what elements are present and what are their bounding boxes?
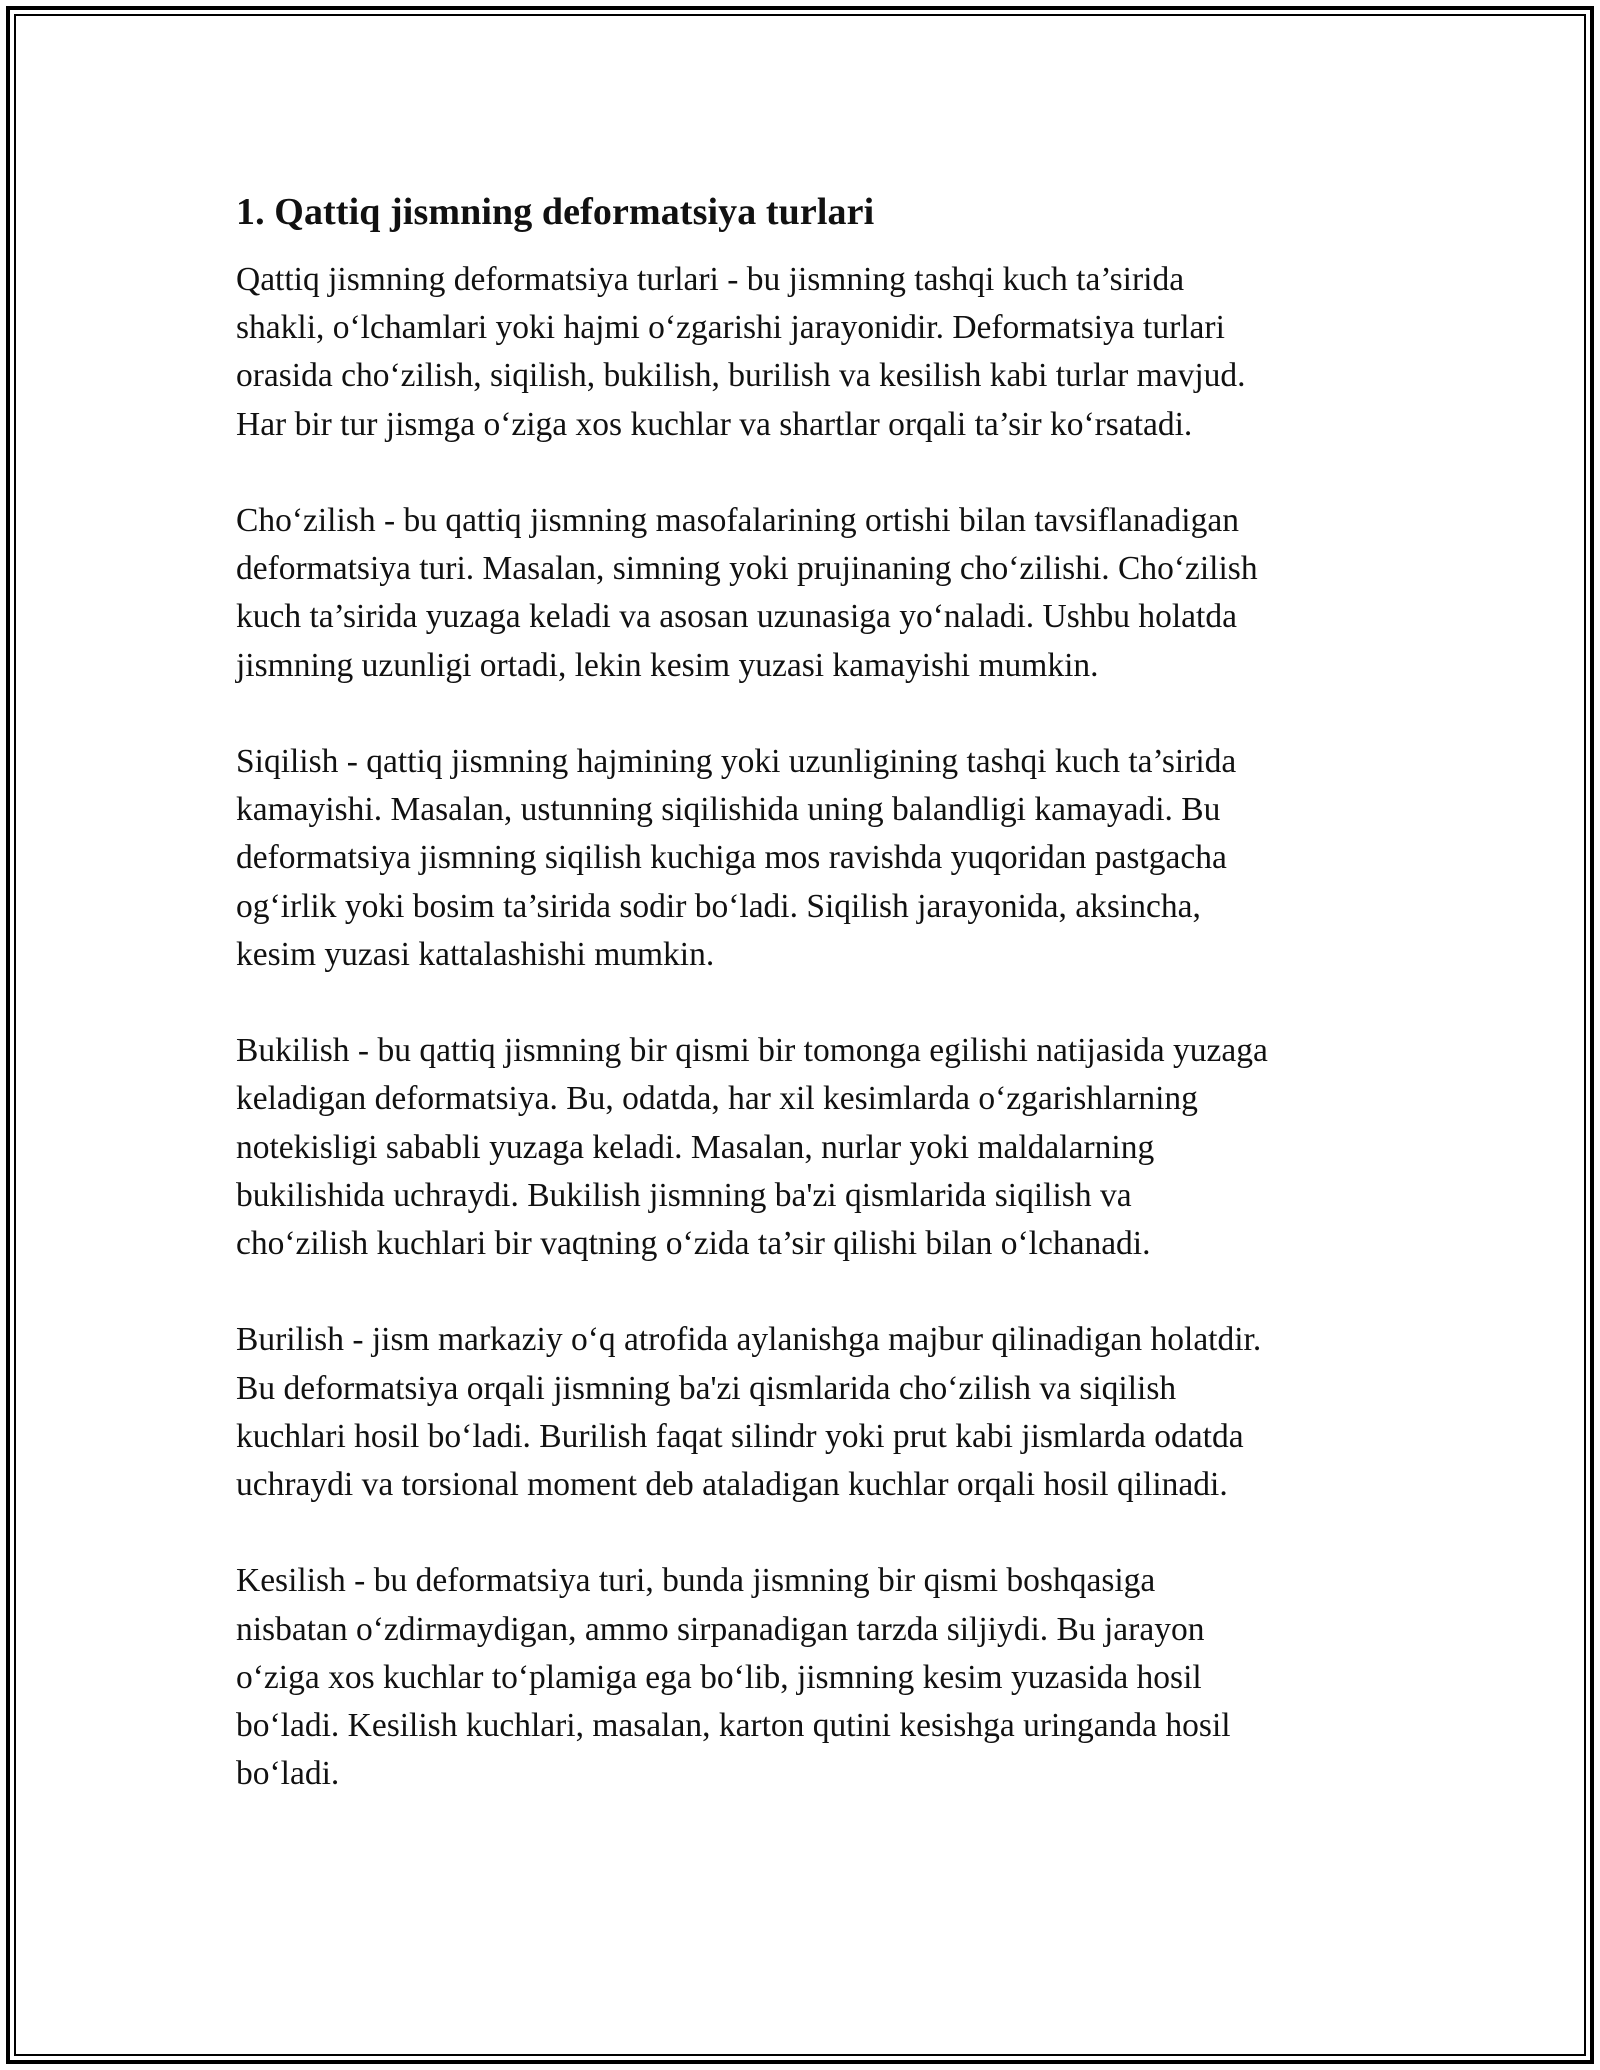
document-body [236,186,1396,1847]
paragraph-kesilish: Kesilish - bu deformatsiya turi, bunda jismning bir qismi boshqasiga nisbatan o‘zdirmaydigan, ammo sirpanadigan tarzda siljiydi. Bu jarayon o‘ziga xos kuchlar to‘plamiga ega bo‘lib, jismning kesim yuzasida hosil bo‘ladi. Kesilish kuchlari, masalan, karton qutini kesishga uringanda hosil bo‘ladi. [236,1562,1231,1793]
paragraph-burilish: Burilish - jism markaziy o‘q atrofida aylanishga majbur qilinadigan holatdir. Bu deformatsiya orqali jismning ba'zi qismlarida cho‘zilish va siqilish kuchlari hosil bo‘ladi. Burilish faqat silindr yoki prut kabi jismlarda odatda uchraydi va torsional moment deb ataladigan kuchlar orqali hosil qilinadi. [236,1321,1262,1504]
paragraph-intro: Qattiq jismning deformatsiya turlari - bu jismning tashqi kuch ta’sirida shakli, o‘lchamlari yoki hajmi o‘zgarishi jarayonidir. Deformatsiya turlari orasida cho‘zilish, siqilish, bukilish, burilish va kesilish kabi turlar mavjud. Har bir tur jismga o‘ziga xos kuchlar va shartlar orqali ta’sir ko‘rsatadi. [236,261,1246,443]
paragraph-siqilish: Siqilish - qattiq jismning hajmining yoki uzunligining tashqi kuch ta’sirida kamayishi. Masalan, ustunning siqilishida uning balandligi kamayadi. Bu deformatsiya jismning siqilish kuchiga mos ravishda yuqoridan pastgacha og‘irlik yoki bosim ta’sirida sodir bo‘ladi. Siqilish jarayonida, aksincha, kesim yuzasi kattalashishi mumkin. [236,743,1237,973]
paragraph-chozilish: Cho‘zilish - bu qattiq jismning masofalarining ortishi bilan tavsiflanadigan deformatsiya turi. Masalan, simning yoki prujinaning cho‘zilishi. Cho‘zilish kuch ta’sirida yuzaga keladi va asosan uzunasiga yo‘naladi. Ushbu holatda jismning uzunligi ortadi, lekin kesim yuzasi kamayishi mumkin. [236,502,1258,684]
section-heading: 1. Qattiq jismning deformatsiya turlari [236,191,875,233]
paragraph-bukilish: Bukilish - bu qattiq jismning bir qismi bir tomonga egilishi natijasida yuzaga keladigan deformatsiya. Bu, odatda, har xil kesimlarda o‘zgarishlarning notekisligi sababli yuzaga keladi. Masalan, nurlar yoki maldalarning bukilishida uchraydi. Bukilish jismning ba'zi qismlarida siqilish va cho‘zilish kuchlari bir vaqtning o‘zida ta’sir qilishi bilan o‘lchanadi. [236,1032,1268,1263]
